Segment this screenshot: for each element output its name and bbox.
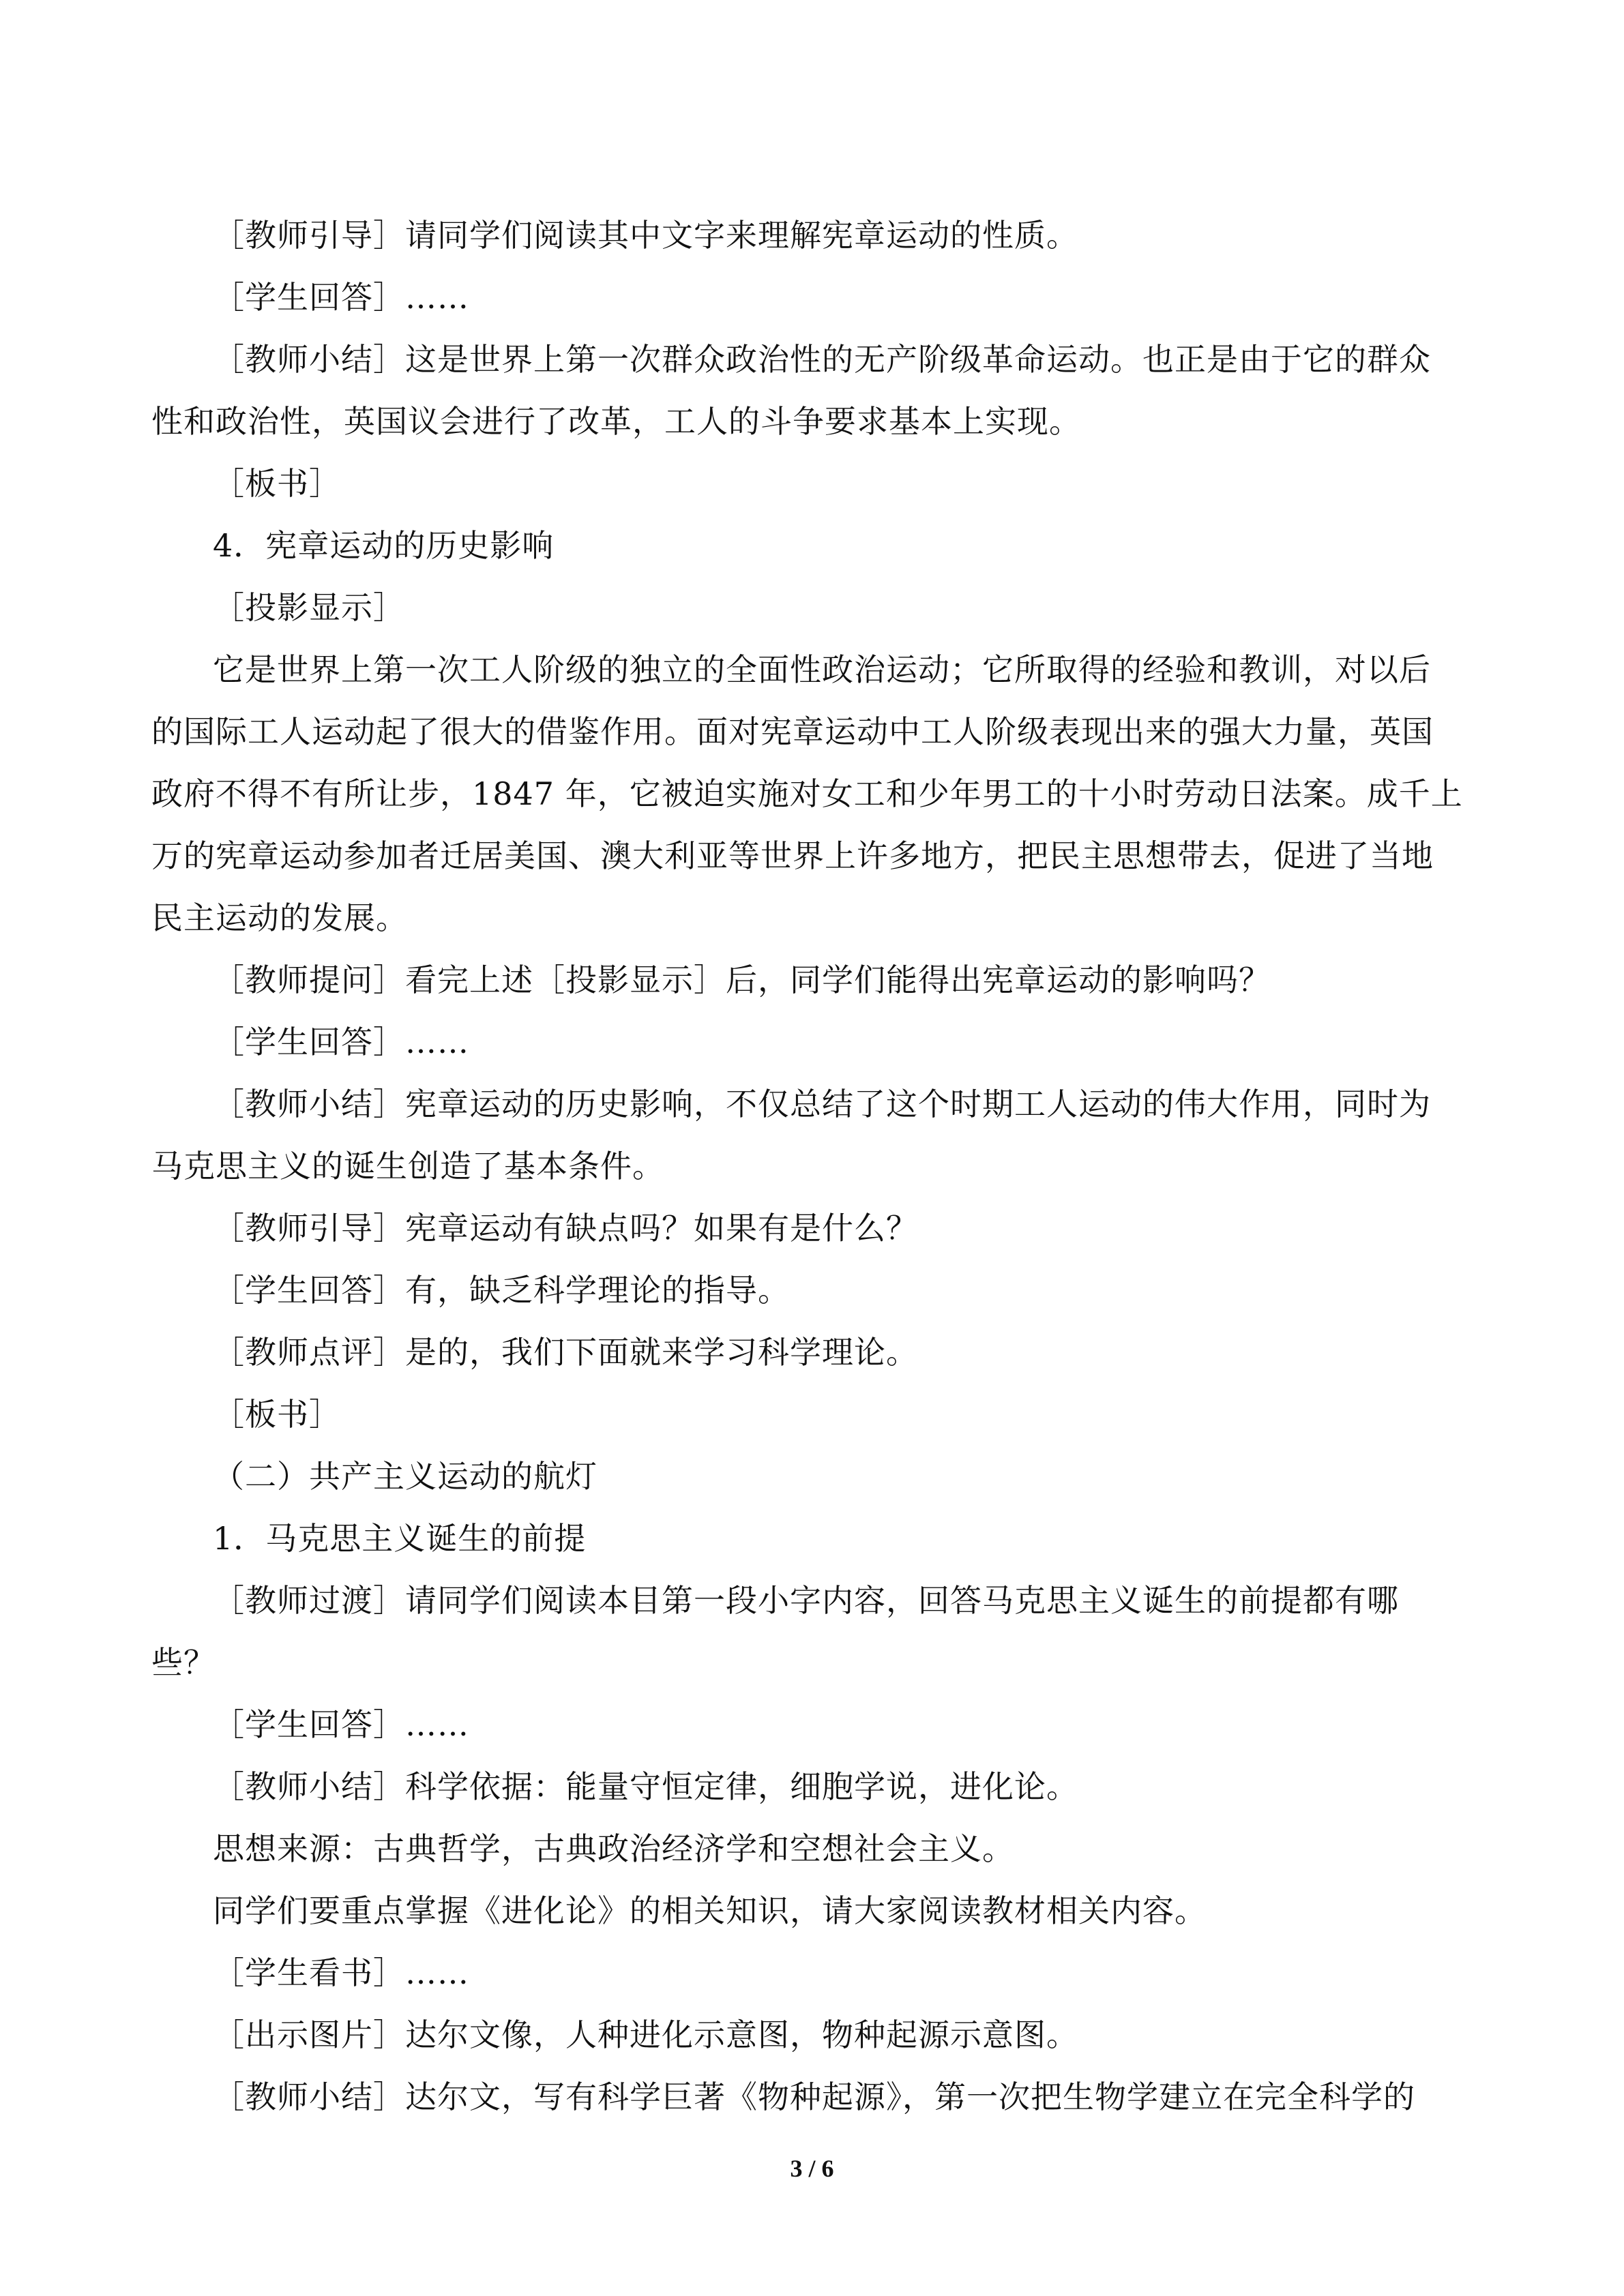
text-line: 性和政治性，英国议会进行了改革，工人的斗争要求基本上实现。 — [151, 403, 1081, 440]
text-line: ［出示图片］达尔文像，人种进化示意图，物种起源示意图。 — [213, 2016, 1078, 2053]
text-line: ［教师小结］这是世界上第一次群众政治性的无产阶级革命运动。也正是由于它的群众 — [213, 341, 1431, 378]
section-heading: 4．宪章运动的历史影响 — [213, 527, 555, 564]
text-line: 同学们要重点掌握《进化论》的相关知识，请大家阅读教材相关内容。 — [213, 1892, 1207, 1929]
text-line: 的国际工人运动起了很大的借鉴作用。面对宪章运动中工人阶级表现出来的强大力量，英国 — [151, 713, 1434, 750]
section-heading: （二）共产主义运动的航灯 — [213, 1458, 597, 1495]
text-line: ［学生回答］…… — [213, 279, 469, 316]
text-line: ［教师小结］科学依据：能量守恒定律，细胞学说，进化论。 — [213, 1768, 1078, 1805]
text-line: ［学生回答］有，缺乏科学理论的指导。 — [213, 1272, 790, 1309]
text-line: ［板书］ — [213, 1396, 341, 1433]
text-line: ［教师小结］达尔文，写有科学巨著《物种起源》，第一次把生物学建立在完全科学的 — [213, 2078, 1415, 2115]
text-line: ［学生看书］…… — [213, 1954, 469, 1991]
page-number: 3 / 6 — [790, 2155, 834, 2182]
text-line: ［板书］ — [213, 465, 341, 502]
text-line: ［投影显示］ — [213, 589, 405, 626]
text-line: ［教师引导］请同学们阅读其中文字来理解宪章运动的性质。 — [213, 217, 1078, 254]
text-line: 政府不得不有所让步，1847 年，它被迫实施对女工和少年男工的十小时劳动日法案。成千上 — [151, 775, 1463, 812]
text-line: ［学生回答］…… — [213, 1024, 469, 1060]
text-line: 马克思主义的诞生创造了基本条件。 — [151, 1148, 664, 1184]
text-line: 万的宪章运动参加者迁居美国、澳大利亚等世界上许多地方，把民主思想带去，促进了当地 — [151, 837, 1434, 874]
text-line: 些？ — [151, 1644, 216, 1681]
text-line: 思想来源：古典哲学，古典政治经济学和空想社会主义。 — [213, 1830, 1014, 1867]
text-line: ［教师提问］看完上述［投影显示］后，同学们能得出宪章运动的影响吗？ — [213, 961, 1271, 998]
text-line: ［教师引导］宪章运动有缺点吗？如果有是什么？ — [213, 1210, 918, 1247]
section-heading: 1．马克思主义诞生的前提 — [213, 1520, 587, 1557]
text-line: 它是世界上第一次工人阶级的独立的全面性政治运动；它所取得的经验和教训，对以后 — [213, 651, 1431, 688]
text-line: ［教师过渡］请同学们阅读本目第一段小字内容，回答马克思主义诞生的前提都有哪 — [213, 1582, 1399, 1619]
text-line: ［学生回答］…… — [213, 1706, 469, 1743]
text-line: 民主运动的发展。 — [151, 899, 408, 936]
text-line: ［教师小结］宪章运动的历史影响，不仅总结了这个时期工人运动的伟大作用，同时为 — [213, 1086, 1431, 1122]
text-line: ［教师点评］是的，我们下面就来学习科学理论。 — [213, 1334, 918, 1371]
